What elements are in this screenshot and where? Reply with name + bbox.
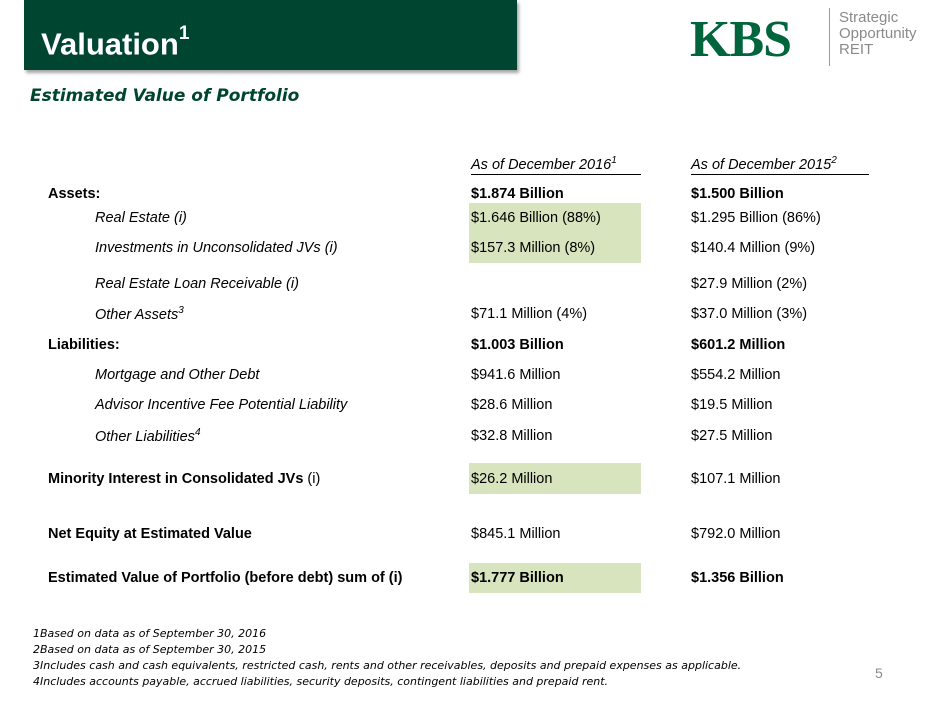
value-2015: $37.0 Million (3%): [691, 306, 808, 322]
kbs-logo: [690, 8, 917, 70]
value-2016: $1.003 Billion: [471, 337, 564, 353]
value-2015: $1.295 Billion (86%): [691, 210, 821, 226]
table-row-incentive-fee: [0, 390, 940, 420]
value-2016: $28.6 Million: [471, 397, 553, 413]
footnote: 1Based on data as of September 30, 2016: [33, 627, 267, 640]
value-2015: $27.5 Million: [691, 428, 773, 444]
value-2015: $1.356 Billion: [691, 570, 784, 586]
value-2016: $1.646 Billion (88%): [471, 210, 601, 226]
value-2015: $554.2 Million: [691, 367, 781, 383]
page-title: Valuation$^1$: [41, 23, 190, 62]
value-2015: $19.5 Million: [691, 397, 773, 413]
column-header-2016: As of December 2016$^1$: [471, 155, 641, 175]
footnotes: [33, 626, 741, 690]
table-row-unconsolidated-jvs: [0, 233, 940, 263]
section-subtitle: Estimated Value of Portfolio: [30, 86, 300, 106]
value-2016: $845.1 Million: [471, 526, 561, 542]
table-row-other-liabilities: [0, 421, 940, 451]
value-2015: $140.4 Million (9%): [691, 240, 816, 256]
table-row-liabilities: [0, 330, 940, 360]
footnote: 4Includes accounts payable, accrued liabilities, security deposits, contingent liabilities and prepaid rent.: [33, 675, 609, 688]
footnote: 3Includes cash and cash equivalents, restricted cash, rents and other receivables, deposits and prepaid expenses as applicable.: [33, 659, 742, 672]
row-label: Other Liabilities$^4$: [95, 427, 201, 445]
row-label: Advisor Incentive Fee Potential Liability: [95, 397, 348, 413]
value-2016: $157.3 Million (8%): [471, 240, 596, 256]
table-row-net-equity: [0, 519, 940, 549]
logo-divider: [829, 8, 830, 66]
row-label: Real Estate Loan Receivable (i): [95, 276, 299, 292]
table-row-real-estate: [0, 203, 940, 233]
row-label: Assets:: [48, 186, 101, 202]
footnote: 2Based on data as of September 30, 2015: [33, 643, 267, 656]
row-label: Investments in Unconsolidated JVs (i): [95, 240, 338, 256]
value-2015: $1.500 Billion: [691, 186, 784, 202]
value-2016: $1.874 Billion: [471, 186, 564, 202]
table-row-minority-interest: [0, 463, 940, 494]
row-label: Net Equity at Estimated Value: [48, 526, 252, 542]
value-2015: $792.0 Million: [691, 526, 781, 542]
row-label: Estimated Value of Portfolio (before debt) sum of (i): [48, 570, 403, 586]
row-label: Other Assets$^3$: [95, 305, 184, 323]
table-row-loan-receivable: [0, 269, 940, 299]
value-2015: $27.9 Million (2%): [691, 276, 808, 292]
row-label: Minority Interest in Consolidated JVs (i): [48, 470, 321, 487]
value-2016: $26.2 Million: [471, 470, 553, 487]
table-row-other-assets: [0, 299, 940, 329]
value-2016: $71.1 Million (4%): [471, 306, 588, 322]
value-2015: $601.2 Million: [691, 337, 786, 353]
table-row-portfolio-value: [0, 563, 940, 593]
row-label: Real Estate (i): [95, 210, 187, 226]
logo-subtitle: Strategic Opportunity REIT: [839, 9, 917, 58]
value-2016: $941.6 Million: [471, 367, 561, 383]
column-header-2015: As of December 2015$^2$: [691, 155, 869, 175]
title-bar: [24, 0, 517, 70]
table-row-mortgage-debt: [0, 360, 940, 390]
logo-wordmark: KBS: [690, 11, 792, 68]
value-2016: $1.777 Billion: [471, 570, 564, 586]
value-2015: $107.1 Million: [691, 470, 781, 487]
row-label: Liabilities:: [48, 337, 120, 353]
page-number: 5: [875, 665, 883, 681]
row-label: Mortgage and Other Debt: [95, 367, 260, 383]
value-2016: $32.8 Million: [471, 428, 553, 444]
